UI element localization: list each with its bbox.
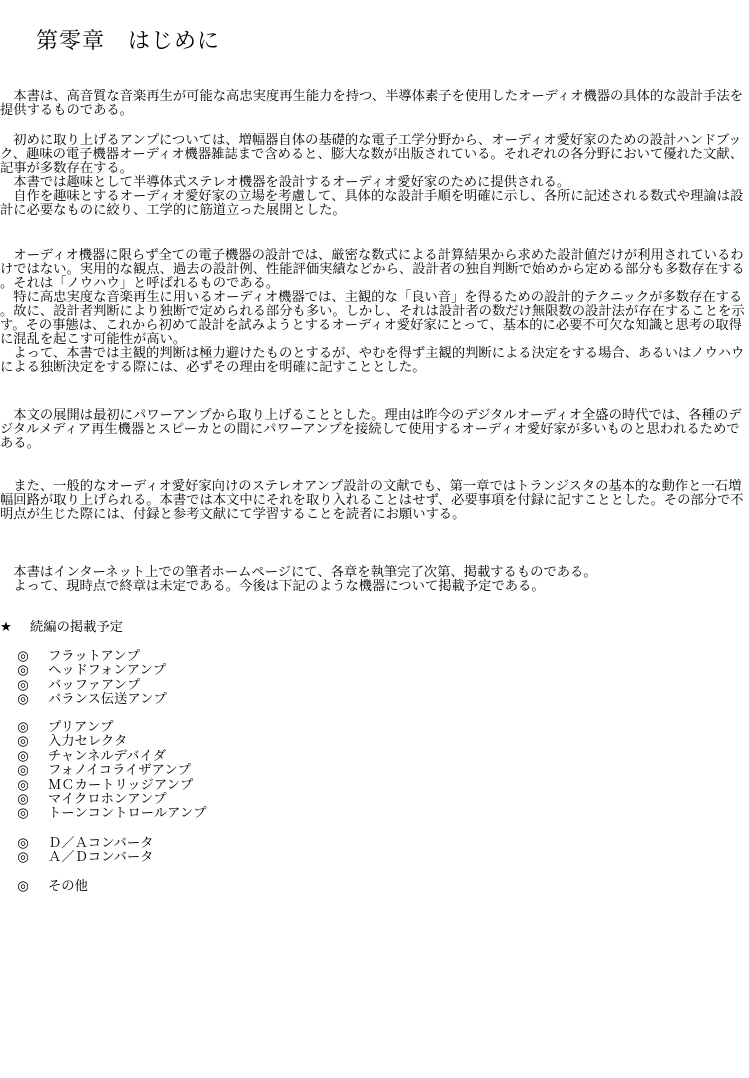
list-item: [0, 750, 207, 764]
paragraph-publication-note: 本書はインターネット上での筆者ホームページにて、各章を執筆完了次第、掲載するものである。 よって、現時点で終章は未定である。今後は下記のような機器について掲載予定である。: [13, 565, 597, 594]
paragraph-intro: 本書は、高音質な音楽再生が可能な高忠実度再生能力を持つ、半導体素子を使用したオーディオ機器の具体的な設計手法を提供するものである。: [0, 89, 744, 118]
list-item: [0, 851, 153, 865]
list-item-label: バランス伝送アンプ: [48, 692, 167, 708]
upcoming-heading: [0, 621, 123, 635]
upcoming-group-power: [0, 650, 167, 708]
double-circle-icon: ◎: [17, 879, 29, 894]
list-item: [0, 679, 167, 693]
list-item-label: Ａ／Ｄコンバータ: [48, 850, 154, 866]
list-item-label: フォノイコライザアンプ: [48, 763, 191, 779]
paragraph-design-knowhow: オーディオ機器に限らず全ての電子機器の設計では、厳密な数式による計算結果から求めた設計値だけが利用されているわけではない。実用的な観点、過去の設計例、性能評価実績などから、設計者の独自判断で始めから定める部分も多数存在する。それは「ノウハウ」と呼ばれるものである。 特に高忠実度な音楽再生に用いるオーディオ機器では、主観的な「良い音」を得るための設計的テクニックが多数存在する。故に、設計者判断により独断で定められる部分も多い。しかし、それは設計者の数だけ無限数の設計法が存在することを示す。その事態は、これから初めて設計を試みようとするオーディオ愛好家にとって、基本的に必要不可欠な知識と思考の取得に混乱を起こす可能性が高い。 よって、本書では主観的判断は極力避けたものとするが、やむを得ず主観的判断による決定をする場合、あるいはノウハウによる独断決定をする際には、必ずその理由を明確に記すこととした。: [0, 248, 745, 375]
double-circle-icon: ◎: [17, 806, 29, 822]
double-circle-icon: ◎: [17, 791, 29, 807]
upcoming-group-preamp: [0, 721, 207, 822]
double-circle-icon: ◎: [17, 850, 29, 866]
double-circle-icon: ◎: [17, 763, 29, 779]
upcoming-group-other: [0, 880, 88, 894]
list-item: [0, 664, 167, 678]
chapter-title: 第零章 はじめに: [36, 29, 221, 54]
list-item: [0, 735, 207, 749]
list-item-label: ＭＣカートリッジアンプ: [48, 777, 194, 793]
double-circle-icon: ◎: [17, 663, 29, 679]
double-circle-icon: ◎: [17, 777, 29, 793]
double-circle-icon: ◎: [17, 720, 29, 735]
list-item: [0, 880, 88, 894]
upcoming-group-converters: [0, 837, 153, 866]
upcoming-heading-label: 続編の掲載予定: [30, 620, 124, 635]
double-circle-icon: ◎: [17, 734, 29, 750]
paragraph-power-amp-first: 本文の展開は最初にパワーアンプから取り上げることとした。理由は昨今のデジタルオーディオ全盛の時代では、各種のデジタルメディア再生機器とスピーカとの間にパワーアンプを接続して使用するオーディオ愛好家が多いものと思われるためである。: [0, 408, 742, 451]
list-item: [0, 807, 207, 821]
list-item-label: Ｄ／Ａコンバータ: [48, 836, 154, 851]
double-circle-icon: ◎: [17, 677, 29, 693]
paragraph-amp-literature: 初めに取り上げるアンプについては、増幅器自体の基礎的な電子工学分野から、オーディオ愛好家のための設計ハンドブック、趣味の電子機器オーディオ機器雑誌まで含めると、膨大な数が出版されている。それぞれの各分野において優れた文献、記事が多数存在する。 本書では趣味として半導体式ステレオ機器を設計するオーディオ愛好家のために提供される。 自作を趣味とするオーディオ愛好家の立場を考慮して、具体的な設計手順を明確に示し、各所に記述される数式や理論は設計に必要なものに絞り、工学的に筋道立った展開とした。: [0, 133, 744, 218]
list-item-label: フラットアンプ: [48, 649, 140, 664]
list-item-label: トーンコントロールアンプ: [48, 806, 207, 822]
list-item: [0, 693, 167, 707]
double-circle-icon: ◎: [17, 748, 29, 764]
list-item-label: その他: [48, 879, 88, 894]
list-item-label: ヘッドフォンアンプ: [48, 663, 167, 679]
list-item-label: マイクロホンアンプ: [48, 791, 167, 807]
list-item-label: チャンネルデバイダ: [48, 748, 167, 764]
star-icon: ★: [0, 620, 12, 635]
list-item: [0, 764, 207, 778]
list-item-label: バッファアンプ: [48, 677, 141, 693]
list-item: [0, 779, 207, 793]
double-circle-icon: ◎: [17, 836, 29, 851]
double-circle-icon: ◎: [17, 649, 29, 664]
list-item-label: プリアンプ: [48, 720, 114, 735]
list-item-label: 入力セレクタ: [48, 734, 128, 750]
double-circle-icon: ◎: [17, 692, 29, 708]
paragraph-appendix-note: また、一般的なオーディオ愛好家向けのステレオアンプ設計の文献でも、第一章ではトランジスタの基本的な動作と一石増幅回路が取り上げられる。本書では本文中にそれを取り入れることはせず、必要事項を付録に記すこととした。その部分で不明点が生じた際には、付録と参考文献にて学習することを読者にお願いする。: [0, 479, 744, 522]
